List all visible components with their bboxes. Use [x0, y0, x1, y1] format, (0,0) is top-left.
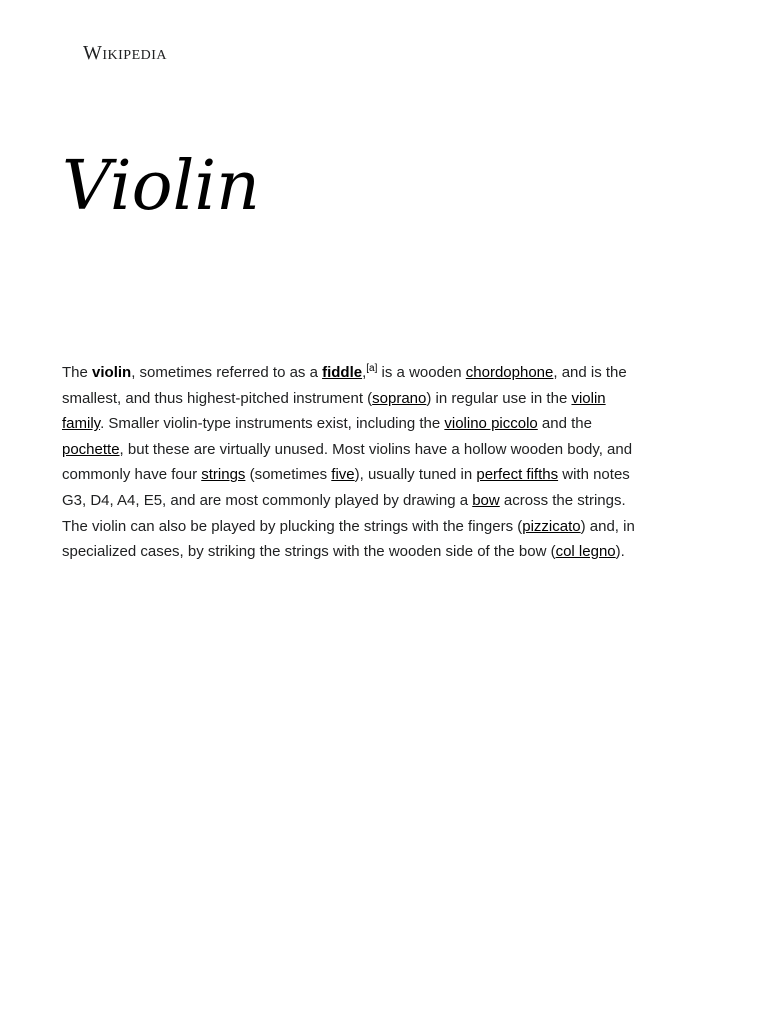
link-pizzicato[interactable]: pizzicato	[522, 517, 581, 535]
link-strings[interactable]: strings	[201, 466, 246, 484]
lead-paragraph	[62, 360, 642, 565]
link-perfect-fifths[interactable]: perfect fifths	[476, 466, 559, 484]
lead-text: and the	[537, 415, 592, 433]
page-title: Violin	[62, 147, 260, 226]
footnote-a-link[interactable]: [a]	[366, 363, 378, 374]
link-col-legno[interactable]: col legno	[555, 543, 616, 561]
link-bow[interactable]: bow	[472, 491, 500, 509]
link-soprano[interactable]: soprano	[372, 389, 427, 407]
link-five[interactable]: five	[331, 466, 355, 484]
term-violin: violin	[92, 364, 132, 381]
lead-text: with notes G3, D4, A4, E5, and are most commonly played by drawing a	[62, 466, 630, 509]
lead-text: is a wooden	[377, 364, 466, 381]
lead-text: . Smaller violin-type instruments exist, including the	[100, 415, 445, 433]
link-violin-family[interactable]: violin family	[62, 389, 606, 433]
link-chordophone[interactable]: chordophone	[465, 364, 554, 381]
link-violino-piccolo[interactable]: violino piccolo	[444, 415, 538, 433]
lead-text: , but these are virtually unused. Most violins have a hollow wooden body, and commonly have four	[62, 440, 633, 484]
lead-text: ).	[615, 543, 625, 561]
lead-text: ) in regular use in the	[426, 389, 572, 407]
footnote-reference	[366, 363, 377, 374]
lead-text: (sometimes	[245, 466, 332, 484]
lead-text: , sometimes referred to as a	[131, 364, 323, 381]
lead-text: ) and, in specialized cases, by striking the strings with the wooden side of the bow (	[62, 517, 635, 561]
link-pochette[interactable]: pochette	[62, 440, 120, 458]
link-fiddle[interactable]: fiddle	[322, 364, 363, 381]
lead-text: The	[62, 364, 93, 381]
wikipedia-wordmark-logo[interactable]: Wikipedia	[83, 42, 168, 64]
lead-text: , and is the smallest, and thus highest-pitched instrument (	[62, 364, 627, 407]
lead-text: across the strings. The violin can also be played by plucking the strings with the fingers (	[62, 491, 626, 535]
lead-text: ), usually tuned in	[354, 466, 477, 484]
lead-text: ,	[362, 364, 367, 381]
